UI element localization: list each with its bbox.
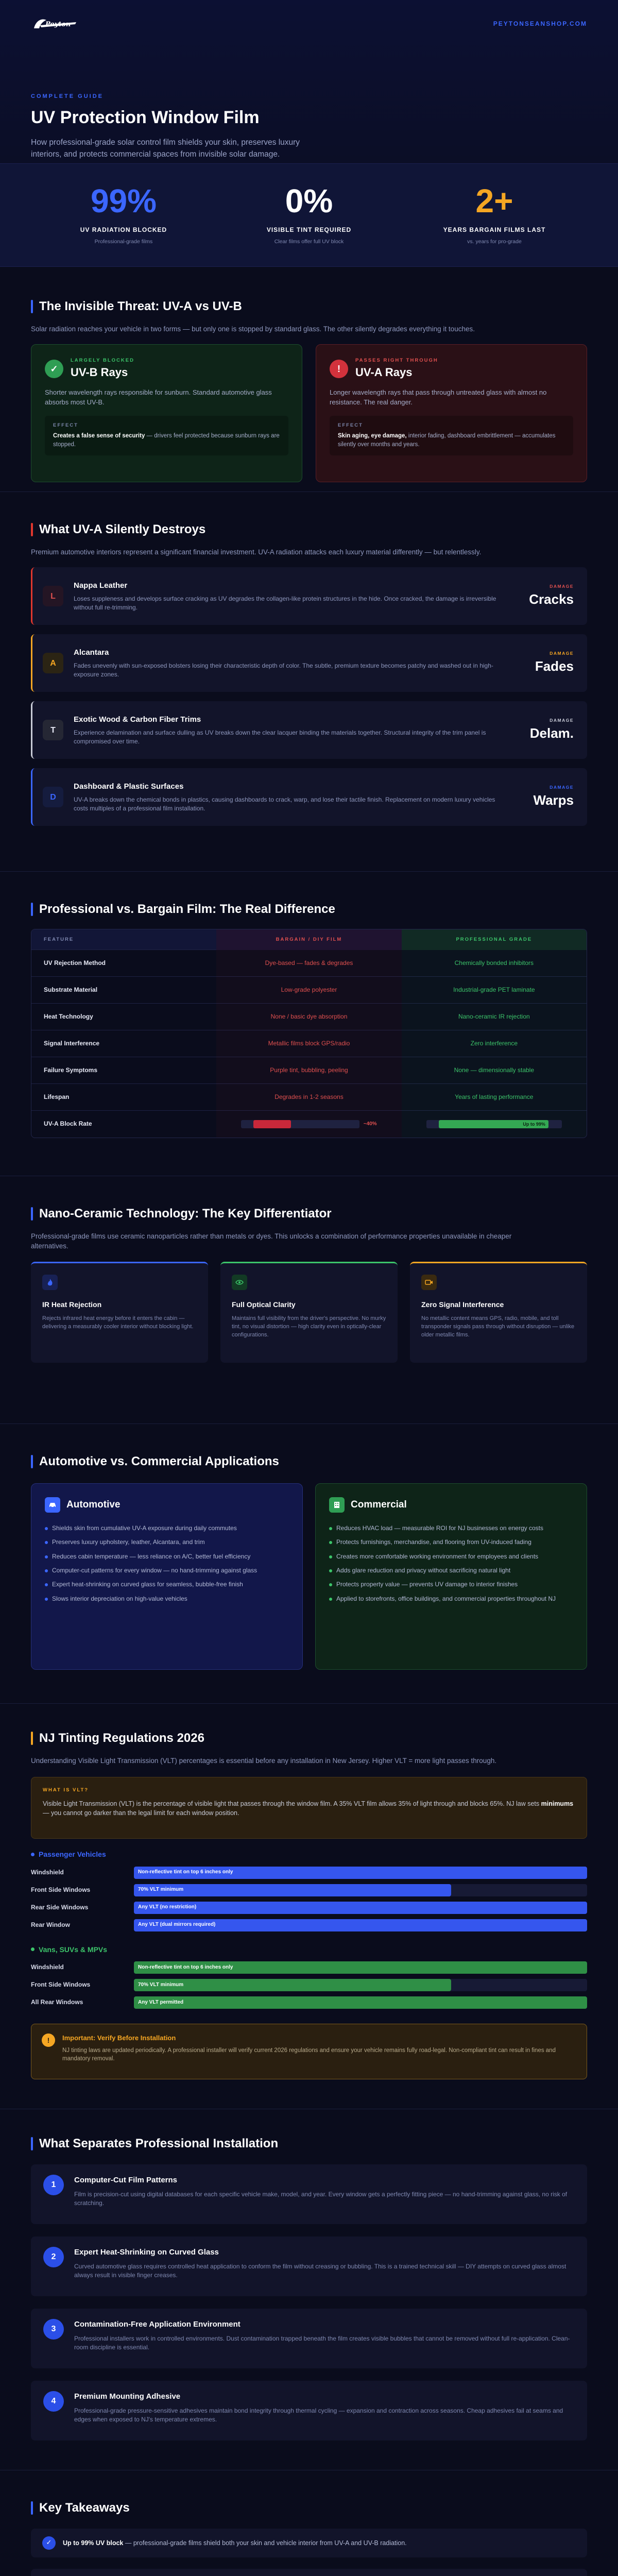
vlt-row — [31, 1864, 587, 1882]
bullet-icon — [329, 1527, 332, 1530]
vlt-row — [31, 1917, 587, 1934]
warning-icon: ! — [330, 360, 348, 378]
table-row — [31, 1004, 587, 1030]
stat-label: UV RADIATION BLOCKED — [80, 226, 167, 234]
vlt-row — [31, 1959, 587, 1976]
bar-track — [134, 1979, 587, 1991]
item-text: Preserves luxury upholstery, leather, Alcantara, and trim — [52, 1538, 205, 1546]
card-head — [45, 1497, 289, 1513]
stat-tint — [232, 184, 386, 246]
list-item — [329, 1538, 573, 1547]
effect-body — [53, 432, 280, 449]
list-item — [31, 634, 587, 692]
bar-fill: Any VLT (dual mirrors required) — [134, 1919, 587, 1931]
bargain-cell: Metallic films block GPS/radio — [216, 1030, 401, 1057]
list-item — [45, 1552, 289, 1561]
table-row — [31, 950, 587, 977]
bar-fill: 70% VLT minimum — [134, 1979, 451, 1991]
pro-rate-cell — [402, 1111, 587, 1138]
section-compare — [0, 872, 618, 1176]
pro-cell: Chemically bonded inhibitors — [402, 950, 587, 977]
section-install — [0, 2109, 618, 2470]
section-apps — [0, 1424, 618, 1703]
effect-title: EFFECT — [338, 422, 363, 428]
step-title: Computer-Cut Film Patterns — [74, 2175, 178, 2184]
section-title — [31, 1205, 587, 1223]
damage-value: Fades — [535, 658, 574, 674]
card-tag: PASSES RIGHT THROUGH — [355, 358, 438, 364]
takeaway-list — [31, 2529, 587, 2576]
bullet-icon — [329, 1598, 332, 1601]
vlt-row — [31, 1976, 587, 1994]
check-icon: ✓ — [45, 360, 63, 378]
card-tag: LARGELY BLOCKED — [71, 358, 134, 364]
list-item — [329, 1595, 573, 1603]
install-steps — [31, 2164, 587, 2441]
nano-card — [410, 1262, 587, 1363]
damage-tag: DAMAGE — [550, 651, 574, 656]
stat-caption: vs. years for pro-grade — [467, 238, 522, 245]
table-row-block-rate — [31, 1111, 587, 1138]
apps-cards — [31, 1483, 587, 1670]
title-accent — [31, 2501, 33, 2515]
bargain-cell: Purple tint, bubbling, peeling — [216, 1057, 401, 1084]
list-item — [31, 567, 587, 625]
list-item — [31, 701, 587, 759]
list-item — [45, 1538, 289, 1547]
card-desc: Maintains full visibility from the driver's perspective. No murky tint, no visual distortion — high clarity even in optically-clear configurations. — [232, 1315, 386, 1338]
item-text: Reduces cabin temperature — less reliance on A/C, better fuel efficiency — [52, 1552, 251, 1560]
stat-number: 99% — [90, 182, 157, 220]
bullet-icon — [329, 1569, 332, 1572]
step-desc: Film is precision-cut using digital databases for each specific vehicle make, model, and year. Every window gets a perfectly fitting piece — no hand-trimming against glass, no risk of scratching. — [74, 2190, 568, 2207]
section-title — [31, 1453, 587, 1471]
passenger-rows — [31, 1864, 587, 1934]
bullet-icon — [329, 1555, 332, 1558]
row-label: Windshield — [31, 1963, 64, 1971]
vlt-body — [43, 1799, 575, 1818]
stat-caption: Clear films offer full UV block — [274, 238, 344, 245]
step-item — [31, 2236, 587, 2296]
effect-box — [45, 416, 288, 455]
title-accent — [31, 1455, 33, 1468]
effect-text: interior fading, dashboard embrittlement — accumulates silently over months and years. — [338, 433, 556, 448]
brand-logo[interactable] — [31, 14, 80, 35]
list-item — [45, 1595, 289, 1603]
effect-bold: Skin aging, eye damage, — [338, 433, 407, 439]
takeaway-rest: — professional-grade films shield both your skin and vehicle interior from UV-A and UV-B radiation. — [123, 2539, 407, 2547]
flame-icon — [42, 1275, 58, 1290]
item-title: Dashboard & Plastic Surfaces — [74, 782, 184, 791]
bargain-rate-bar — [229, 1120, 389, 1128]
card-head — [330, 357, 573, 381]
section-heading: The Invisible Threat: UV-A vs UV-B — [39, 299, 242, 313]
bargain-cell: Degrades in 1-2 seasons — [216, 1084, 401, 1111]
section-title — [31, 901, 587, 919]
bullet-icon — [31, 1947, 35, 1951]
card-title: Zero Signal Interference — [421, 1300, 504, 1309]
card-desc: Longer wavelength rays that pass through untreated glass with almost no resistance. The real danger. — [330, 388, 547, 406]
vlt-text: — you cannot go darker than the legal limit for each window position. — [43, 1809, 239, 1817]
row-label: Front Side Windows — [31, 1981, 91, 1989]
item-title: Nappa Leather — [74, 581, 128, 590]
stat-number: 0% — [285, 182, 333, 220]
item-text: Expert heat-shrinking on curved glass for seamless, bubble-free finish — [52, 1581, 243, 1588]
vlt-row — [31, 1899, 587, 1917]
row-label: Rear Side Windows — [31, 1903, 89, 1911]
title-accent — [31, 300, 33, 313]
card-head — [329, 1497, 573, 1513]
rate-value: Up to 99% — [523, 1121, 545, 1127]
step-item — [31, 2381, 587, 2441]
card-desc: No metallic content means GPS, radio, mobile, and toll transponder signals pass through without disruption — unlike older metallic films. — [421, 1315, 575, 1338]
step-number: 3 — [43, 2319, 64, 2340]
title-accent — [31, 523, 33, 536]
item-text: Computer-cut patterns for every window — no hand-trimming against glass — [52, 1566, 258, 1574]
column-header: BARGAIN / DIY FILM — [216, 929, 401, 950]
section-title — [31, 521, 587, 539]
section-intro: Professional-grade films use ceramic nanoparticles rather than metals or dyes. This unlocks a combination of performance properties unavailable in cheaper alternatives. — [31, 1232, 512, 1250]
takeaway-item — [31, 2569, 587, 2576]
card-head — [45, 357, 288, 381]
hero-subtitle: How professional-grade solar control film shields your skin, preserves luxury interiors, and protects commercial spaces from invisible solar damage. — [31, 138, 300, 159]
step-title: Premium Mounting Adhesive — [74, 2392, 181, 2401]
step-item — [31, 2164, 587, 2224]
list-item — [329, 1524, 573, 1533]
vlt-text: Visible Light Transmission (VLT) is the percentage of visible light that passes through the window film. A 35% VLT film allows 35% of light through and blocks 65%. NJ law sets — [43, 1800, 541, 1808]
feature-cell: Heat Technology — [44, 1013, 93, 1021]
table-row — [31, 1084, 587, 1111]
title-accent — [31, 1207, 33, 1221]
section-heading: Professional vs. Bargain Film: The Real Difference — [39, 902, 335, 916]
pro-rate-bar — [414, 1120, 574, 1128]
bargain-cell: Low-grade polyester — [216, 977, 401, 1004]
eye-icon — [232, 1275, 247, 1290]
hero-header — [0, 0, 618, 164]
section-nano — [0, 1176, 618, 1423]
takeaway-text — [63, 2538, 407, 2548]
feature-cell: UV-A Block Rate — [44, 1120, 92, 1128]
bar-fill: Any VLT permitted — [134, 1996, 587, 2009]
top-bar — [31, 12, 587, 36]
damage-tag: DAMAGE — [550, 785, 574, 790]
damage-tag: DAMAGE — [550, 584, 574, 589]
step-title: Expert Heat-Shrinking on Curved Glass — [74, 2247, 219, 2257]
stat-uv-blocked — [46, 184, 201, 246]
item-desc: UV-A breaks down the chemical bonds in plastics, causing dashboards to crack, warp, and lose their tactile finish. Replacement on modern luxury vehicles costs multiples of a professional film installation. — [74, 795, 495, 812]
bullet-icon — [45, 1555, 48, 1558]
step-title: Contamination-Free Application Environment — [74, 2319, 241, 2329]
title-accent — [31, 1732, 33, 1745]
feature-cell: Lifespan — [44, 1093, 70, 1101]
column-header: FEATURE — [44, 936, 74, 942]
feature-list — [329, 1524, 573, 1603]
site-link[interactable]: PEYTONSEANSHOP.COM — [493, 20, 587, 28]
uva-card — [316, 344, 587, 482]
row-label: Front Side Windows — [31, 1886, 91, 1893]
bargain-cell: None / basic dye absorption — [216, 1004, 401, 1030]
vlt-explainer — [31, 1777, 587, 1839]
item-letter: A — [43, 653, 63, 673]
bar-fill: 70% VLT minimum — [134, 1884, 451, 1896]
section-heading: NJ Tinting Regulations 2026 — [39, 1731, 204, 1745]
signal-icon — [421, 1275, 437, 1290]
card-title: UV-B Rays — [71, 366, 128, 379]
damage-list — [31, 567, 587, 826]
nano-cards — [31, 1262, 587, 1363]
vlt-bold: minimums — [541, 1800, 574, 1808]
warning-title: Important: Verify Before Installation — [62, 2033, 176, 2042]
pro-cell: Nano-ceramic IR rejection — [402, 1004, 587, 1030]
uv-cards — [31, 344, 587, 482]
stats-band — [0, 164, 618, 267]
bar-fill: Non-reflective tint on top 6 inches only — [134, 1961, 587, 1974]
list-item — [329, 1580, 573, 1589]
item-title: Alcantara — [74, 648, 109, 657]
item-desc: Experience delamination and surface dulling as UV breaks down the clear lacquer binding the materials together. Structural integrity of the trim panel is compromised over time. — [74, 728, 486, 745]
section-title — [31, 2499, 587, 2517]
card-desc: Shorter wavelength rays responsible for sunburn. Standard automotive glass absorbs most UV-B. — [45, 388, 272, 406]
list-item — [329, 1552, 573, 1561]
bargain-rate-cell — [216, 1111, 401, 1138]
takeaway-item — [31, 2529, 587, 2557]
bullet-icon — [329, 1583, 332, 1586]
step-desc: Professional-grade pressure-sensitive adhesives maintain bond integrity through thermal cycling — expansion and contraction across seasons. Cheap adhesives fail at seams and edges when exposed to NJ's temperature extremes. — [74, 2406, 563, 2423]
column-header: PROFESSIONAL GRADE — [402, 929, 587, 950]
card-title: Full Optical Clarity — [232, 1300, 296, 1309]
bullet-icon — [45, 1598, 48, 1601]
warning-callout — [31, 2024, 587, 2079]
section-intro: Premium automotive interiors represent a significant financial investment. UV-A radiation attacks each luxury material differently — but relentlessly. — [31, 548, 482, 556]
item-text: Slows interior depreciation on high-value vehicles — [52, 1595, 187, 1602]
svg-text:Peyton: Peyton — [45, 21, 71, 28]
card-title: IR Heat Rejection — [42, 1300, 102, 1309]
list-item — [31, 768, 587, 826]
section-takeaways — [0, 2470, 618, 2576]
group-label: Passenger Vehicles — [39, 1850, 106, 1859]
section-heading: What UV-A Silently Destroys — [39, 522, 206, 536]
bullet-icon — [45, 1569, 48, 1572]
item-text: Adds glare reduction and privacy without sacrificing natural light — [336, 1566, 511, 1574]
hero-eyebrow: COMPLETE GUIDE — [31, 93, 104, 99]
feature-cell: Substrate Material — [44, 986, 98, 994]
item-letter: T — [43, 720, 63, 740]
table-header — [31, 929, 587, 950]
bar-track — [134, 1884, 587, 1896]
bullet-icon — [329, 1541, 332, 1544]
bar-track — [134, 1996, 587, 2009]
stat-caption: Professional-grade films — [94, 238, 153, 245]
pro-cell: Zero interference — [402, 1030, 587, 1057]
step-item — [31, 2309, 587, 2368]
table-row — [31, 977, 587, 1004]
bar-track — [134, 1867, 587, 1879]
section-title — [31, 298, 587, 316]
rate-value: ~40% — [363, 1121, 377, 1127]
card-title: Commercial — [351, 1499, 407, 1511]
section-threat — [0, 267, 618, 492]
commercial-card — [315, 1483, 587, 1670]
check-icon: ✓ — [42, 2536, 56, 2550]
title-accent — [31, 2137, 33, 2150]
card-title: UV-A Rays — [355, 366, 413, 379]
effect-title: EFFECT — [53, 422, 78, 428]
effect-box — [330, 416, 573, 455]
step-desc: Professional installers work in controlled environments. Dust contamination trapped beneath the film creates visible bubbles that cannot be removed without full re-application. Clean-room discipline is essential. — [74, 2334, 570, 2351]
item-letter: L — [43, 586, 63, 606]
list-item — [329, 1566, 573, 1575]
bullet-icon — [45, 1583, 48, 1586]
section-heading: Automotive vs. Commercial Applications — [39, 1454, 279, 1468]
nano-card — [220, 1262, 398, 1363]
takeaway-bold: Up to 99% UV block — [63, 2539, 124, 2547]
section-nj — [0, 1704, 618, 2109]
alert-icon: ! — [42, 2033, 55, 2047]
section-destroys — [0, 492, 618, 871]
vlt-row — [31, 1882, 587, 1899]
item-text: Applied to storefronts, office buildings, and commercial properties throughout NJ — [336, 1595, 556, 1602]
step-desc: Curved automotive glass requires controlled heat application to conform the film without creasing or bubbling. This is a trained technical skill — DIY attempts on curved glass almost always result in visible finger creases. — [74, 2262, 566, 2279]
item-text: Creates more comfortable working environment for employees and clients — [336, 1552, 539, 1560]
stat-number: 2+ — [475, 182, 513, 220]
feature-cell: Failure Symptoms — [44, 1066, 98, 1074]
bargain-cell: Dye-based — fades & degrades — [216, 950, 401, 977]
bullet-icon — [45, 1541, 48, 1544]
feature-cell: UV Rejection Method — [44, 959, 106, 967]
pro-cell: None — dimensionally stable — [402, 1057, 587, 1084]
bar-fill — [253, 1120, 291, 1128]
row-label: Rear Window — [31, 1921, 70, 1928]
damage-tag: DAMAGE — [550, 718, 574, 723]
effect-text: — drivers feel protected because sunburn rays are stopped. — [53, 433, 280, 448]
item-desc: Loses suppleness and develops surface cracking as UV degrades the collagen-like protein structures in the hide. Once cracked, the damage is irreversible without full re-trimming. — [74, 595, 496, 612]
section-title — [31, 1730, 587, 1748]
section-heading: Nano-Ceramic Technology: The Key Differentiator — [39, 1207, 332, 1221]
table-row — [31, 1057, 587, 1084]
bar-fill — [439, 1120, 548, 1128]
bar-fill: Non-reflective tint on top 6 inches only — [134, 1867, 587, 1879]
damage-value: Cracks — [529, 591, 574, 607]
uvb-card — [31, 344, 302, 482]
row-label: Windshield — [31, 1868, 64, 1876]
building-icon — [329, 1497, 345, 1513]
pro-cell: Industrial-grade PET laminate — [402, 977, 587, 1004]
step-number: 4 — [43, 2391, 64, 2412]
item-letter: D — [43, 787, 63, 807]
stat-years — [417, 184, 572, 246]
section-heading: Key Takeaways — [39, 2501, 130, 2515]
page-title: UV Protection Window Film — [31, 107, 260, 127]
bar-track — [241, 1120, 359, 1128]
title-accent — [31, 903, 33, 916]
effect-bold: Creates a false sense of security — [53, 433, 145, 439]
bar-track — [134, 1902, 587, 1914]
item-title: Exotic Wood & Carbon Fiber Trims — [74, 715, 201, 724]
vlt-title: WHAT IS VLT? — [43, 1787, 89, 1793]
section-intro: Solar radiation reaches your vehicle in two forms — but only one is stopped by standard glass. The other silently degrades everything it touches. — [31, 325, 475, 333]
bar-track — [426, 1120, 562, 1128]
section-title — [31, 2135, 587, 2153]
item-text: Shields skin from cumulative UV-A exposure during daily commutes — [52, 1524, 237, 1532]
section-intro: Understanding Visible Light Transmission (VLT) percentages is essential before any installation in New Jersey. Higher VLT = more light passes through. — [31, 1756, 497, 1765]
bar-track — [134, 1919, 587, 1931]
stat-label: VISIBLE TINT REQUIRED — [266, 226, 352, 234]
effect-body — [338, 432, 565, 449]
list-item — [45, 1524, 289, 1533]
step-number: 1 — [43, 2175, 64, 2195]
car-icon — [45, 1497, 60, 1513]
section-heading: What Separates Professional Installation — [39, 2137, 279, 2150]
bullet-icon — [45, 1527, 48, 1530]
vans-rows — [31, 1959, 587, 2011]
damage-value: Warps — [533, 792, 574, 808]
vans-title — [31, 1944, 587, 1955]
stat-label: YEARS BARGAIN FILMS LAST — [443, 226, 546, 234]
row-label: All Rear Windows — [31, 1998, 83, 2006]
nano-card — [31, 1262, 208, 1363]
list-item — [45, 1580, 289, 1589]
feature-list — [45, 1524, 289, 1603]
pro-cell: Years of lasting performance — [402, 1084, 587, 1111]
feature-cell: Signal Interference — [44, 1040, 100, 1047]
passenger-title — [31, 1849, 587, 1859]
automotive-card — [31, 1483, 303, 1670]
item-desc: Fades unevenly with sun-exposed bolsters losing their characteristic depth of color. The subtle, premium texture becomes patchy and washed out in high-exposure zones. — [74, 662, 493, 679]
comparison-table — [31, 929, 587, 1138]
bar-fill: Any VLT (no restriction) — [134, 1902, 587, 1914]
item-text: Protects property value — prevents UV damage to interior finishes — [336, 1581, 518, 1588]
bar-track — [134, 1961, 587, 1974]
warning-body: NJ tinting laws are updated periodically. A professional installer will verify current 2026 regulations and ensure your vehicle remains fully road-legal. Non-compliant tint can result in fines and mandatory removal. — [62, 2047, 556, 2062]
list-item — [45, 1566, 289, 1575]
bullet-icon — [31, 1853, 35, 1856]
damage-value: Delam. — [529, 725, 574, 741]
group-label: Vans, SUVs & MPVs — [39, 1945, 108, 1954]
card-title: Automotive — [66, 1499, 121, 1511]
card-desc: Rejects infrared heat energy before it enters the cabin — delivering a measurably cooler interior without blocking light. — [42, 1315, 194, 1330]
step-number: 2 — [43, 2247, 64, 2267]
table-row — [31, 1030, 587, 1057]
vlt-row — [31, 1994, 587, 2011]
item-text: Protects furnishings, merchandise, and flooring from UV-induced fading — [336, 1538, 531, 1546]
item-text: Reduces HVAC load — measurable ROI for NJ businesses on energy costs — [336, 1524, 543, 1532]
